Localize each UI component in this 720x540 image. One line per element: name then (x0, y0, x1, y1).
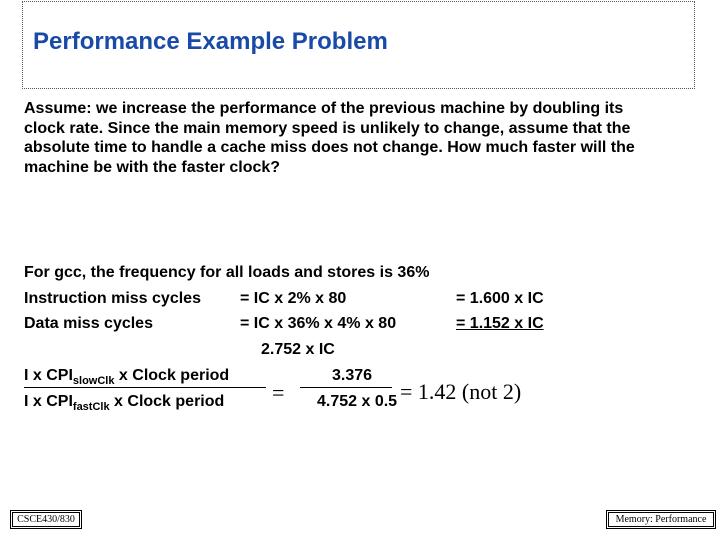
numerator-tail: x Clock period (114, 367, 230, 384)
equals-sign: = (272, 380, 285, 405)
imiss-result: = 1.600 x IC (456, 290, 544, 307)
total-miss-cycles: 2.752 x IC (261, 341, 335, 358)
slide-title: Performance Example Problem (33, 28, 388, 55)
dmiss-result: = 1.152 x IC (456, 315, 544, 332)
fraction-left-numerator (24, 366, 229, 387)
frequency-line: For gcc, the frequency for all loads and stores is 36% (24, 264, 430, 281)
fraction-left-bar (24, 387, 266, 388)
fraction-right-bar (300, 387, 392, 388)
dmiss-formula: = IC x 36% x 4% x 80 (240, 315, 397, 332)
footer-topic: Memory: Performance (606, 510, 716, 529)
footer-course: CSCE430/830 (10, 510, 82, 529)
imiss-formula: = IC x 2% x 80 (240, 290, 347, 307)
numerator-subscript: slowClk (72, 375, 115, 387)
dmiss-label: Data miss cycles (24, 315, 153, 332)
problem-statement: Assume: we increase the performance of the previous machine by doubling its clock rate. Since the main memory speed is unlikely to change, assume that the absolute time to handle a cache miss does not change. How much faster will the machine be with the faster clock? (24, 100, 635, 176)
fraction-right-denominator: 4.752 x 0.5 (317, 393, 398, 410)
numerator-cpi-text: I x CPI (24, 367, 73, 384)
fraction-left-denominator (24, 392, 224, 413)
denominator-tail: x Clock period (109, 393, 225, 410)
denominator-subscript: fastClk (72, 401, 110, 413)
denominator-cpi-text: I x CPI (24, 393, 73, 410)
speedup-result: = 1.42 (not 2) (400, 379, 522, 404)
imiss-label: Instruction miss cycles (24, 290, 201, 307)
title-box (22, 1, 695, 89)
fraction-right-numerator: 3.376 (332, 367, 373, 384)
